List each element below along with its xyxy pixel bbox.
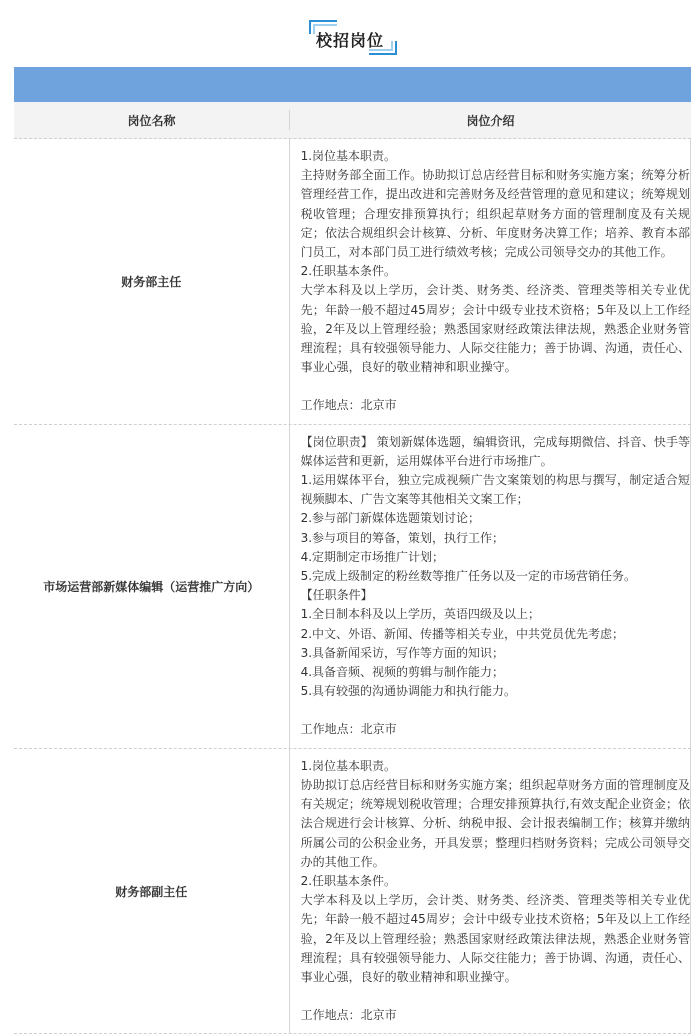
table-row — [14, 425, 691, 749]
description-line: 3.具备新闻采访，写作等方面的知识； — [300, 645, 505, 660]
position-name: 财务部主任 — [14, 139, 290, 424]
table-row — [14, 749, 691, 1034]
table-header — [14, 102, 691, 139]
description-line: 4.定期制定市场推广计划； — [300, 549, 445, 564]
position-name: 市场运营部新媒体编辑（运营推广方向） — [14, 425, 290, 748]
description-line: 5.具有较强的沟通协调能力和执行能力。 — [300, 684, 517, 699]
positions-table — [14, 102, 691, 1034]
description-line: 1.岗位基本职责。 — [300, 149, 397, 163]
page-title: 校招岗位 — [315, 31, 384, 50]
table-row — [14, 139, 691, 425]
description-line: 【岗位职责】 策划新媒体选题，编辑资讯，完成每期微信、抖音、快手等媒体运营和更新，运用媒体平台进行市场推广。 — [300, 434, 690, 468]
position-name: 财务部副主任 — [14, 749, 290, 1034]
description-line: 大学本科及以上学历，会计类、财务类、经济类、管理类等相关专业优先；年龄一般不超过45周岁；会计中级专业技术资格；5年及以上工作经验，2年及以上管理经验；熟悉国家财经政策法律法规，熟悉企业财务管理流程；具有较强领导能力、人际交往能力；善于协调、沟通，责任心、事业心强，良好的敬业精神和职业操守。 — [300, 283, 690, 375]
description-line: 主持财务部全面工作。协助拟订总店经营目标和财务实施方案；统筹分析管理经营工作，提出改进和完善财务及经营管理的意见和建议；统筹规划税收管理；合理安排预算执行；组织起草财务方面的管理制度及有关规定；依法合规组织会计核算、分析、年度财务决算工作；培养、教育本部门员工，对本部门员工进行绩效考核；完成公司领导交办的其他工作。 — [300, 168, 690, 260]
description-line: 1.运用媒体平台，独立完成视频广告文案策划的构思与撰写，制定适合短视频脚本、广告文案等其他相关文案工作； — [300, 473, 690, 507]
description-line: 2.中文、外语、新闻、传播等相关专业，中共党员优先考虑； — [300, 626, 625, 641]
description-line: 5.完成上级制定的粉丝数等推广任务以及一定的市场营销任务。 — [300, 569, 637, 584]
description-line: 大学本科及以上学历，会计类、财务类、经济类、管理类等相关专业优先；年龄一般不超过45周岁；会计中级专业技术资格；5年及以上工作经验，2年及以上管理经验；熟悉国家财经政策法律法规，熟悉企业财务管理流程；具有较强领导能力、人际交往能力；善于协调、沟通，责任心、事业心强，良好的敬业精神和职业操守。 — [300, 893, 690, 984]
work-location: 工作地点：北京市 — [300, 722, 397, 737]
description-line: 协助拟订总店经营目标和财务实施方案；组织起草财务方面的管理制度及有关规定；统筹规划税收管理；合理安排预算执行,有效支配企业资金；依法合规进行会计核算、分析、纳税申报、会计报表编制工作；核算并缴纳所属公司的公积金业务，开具发票；整理归档财务资料；完成公司领导交办的其他工作。 — [300, 777, 690, 869]
blue-header-bar — [14, 67, 691, 102]
description-line: 【任职条件】 — [300, 588, 373, 603]
position-description — [290, 425, 691, 748]
description-line: 3.参与项目的筹备，策划，执行工作； — [300, 530, 505, 545]
description-line: 2.任职基本条件。 — [300, 873, 397, 888]
description-line: 2.参与部门新媒体选题策划讨论； — [300, 511, 481, 526]
description-line: 2.任职基本条件。 — [300, 264, 397, 279]
title-block — [0, 0, 700, 66]
corner-decoration — [369, 41, 393, 51]
position-description — [290, 139, 691, 424]
column-header-position-intro: 岗位介绍 — [466, 113, 515, 128]
position-description — [290, 749, 691, 1034]
description-line: 1.全日制本科及以上学历，英语四级及以上； — [300, 607, 541, 622]
work-location: 工作地点：北京市 — [300, 1008, 397, 1023]
description-line: 4.具备音频、视频的剪辑与制作能力； — [300, 665, 505, 680]
column-header-position-name: 岗位名称 — [14, 110, 290, 130]
work-location: 工作地点：北京市 — [300, 398, 397, 413]
description-line: 1.岗位基本职责。 — [300, 758, 397, 773]
